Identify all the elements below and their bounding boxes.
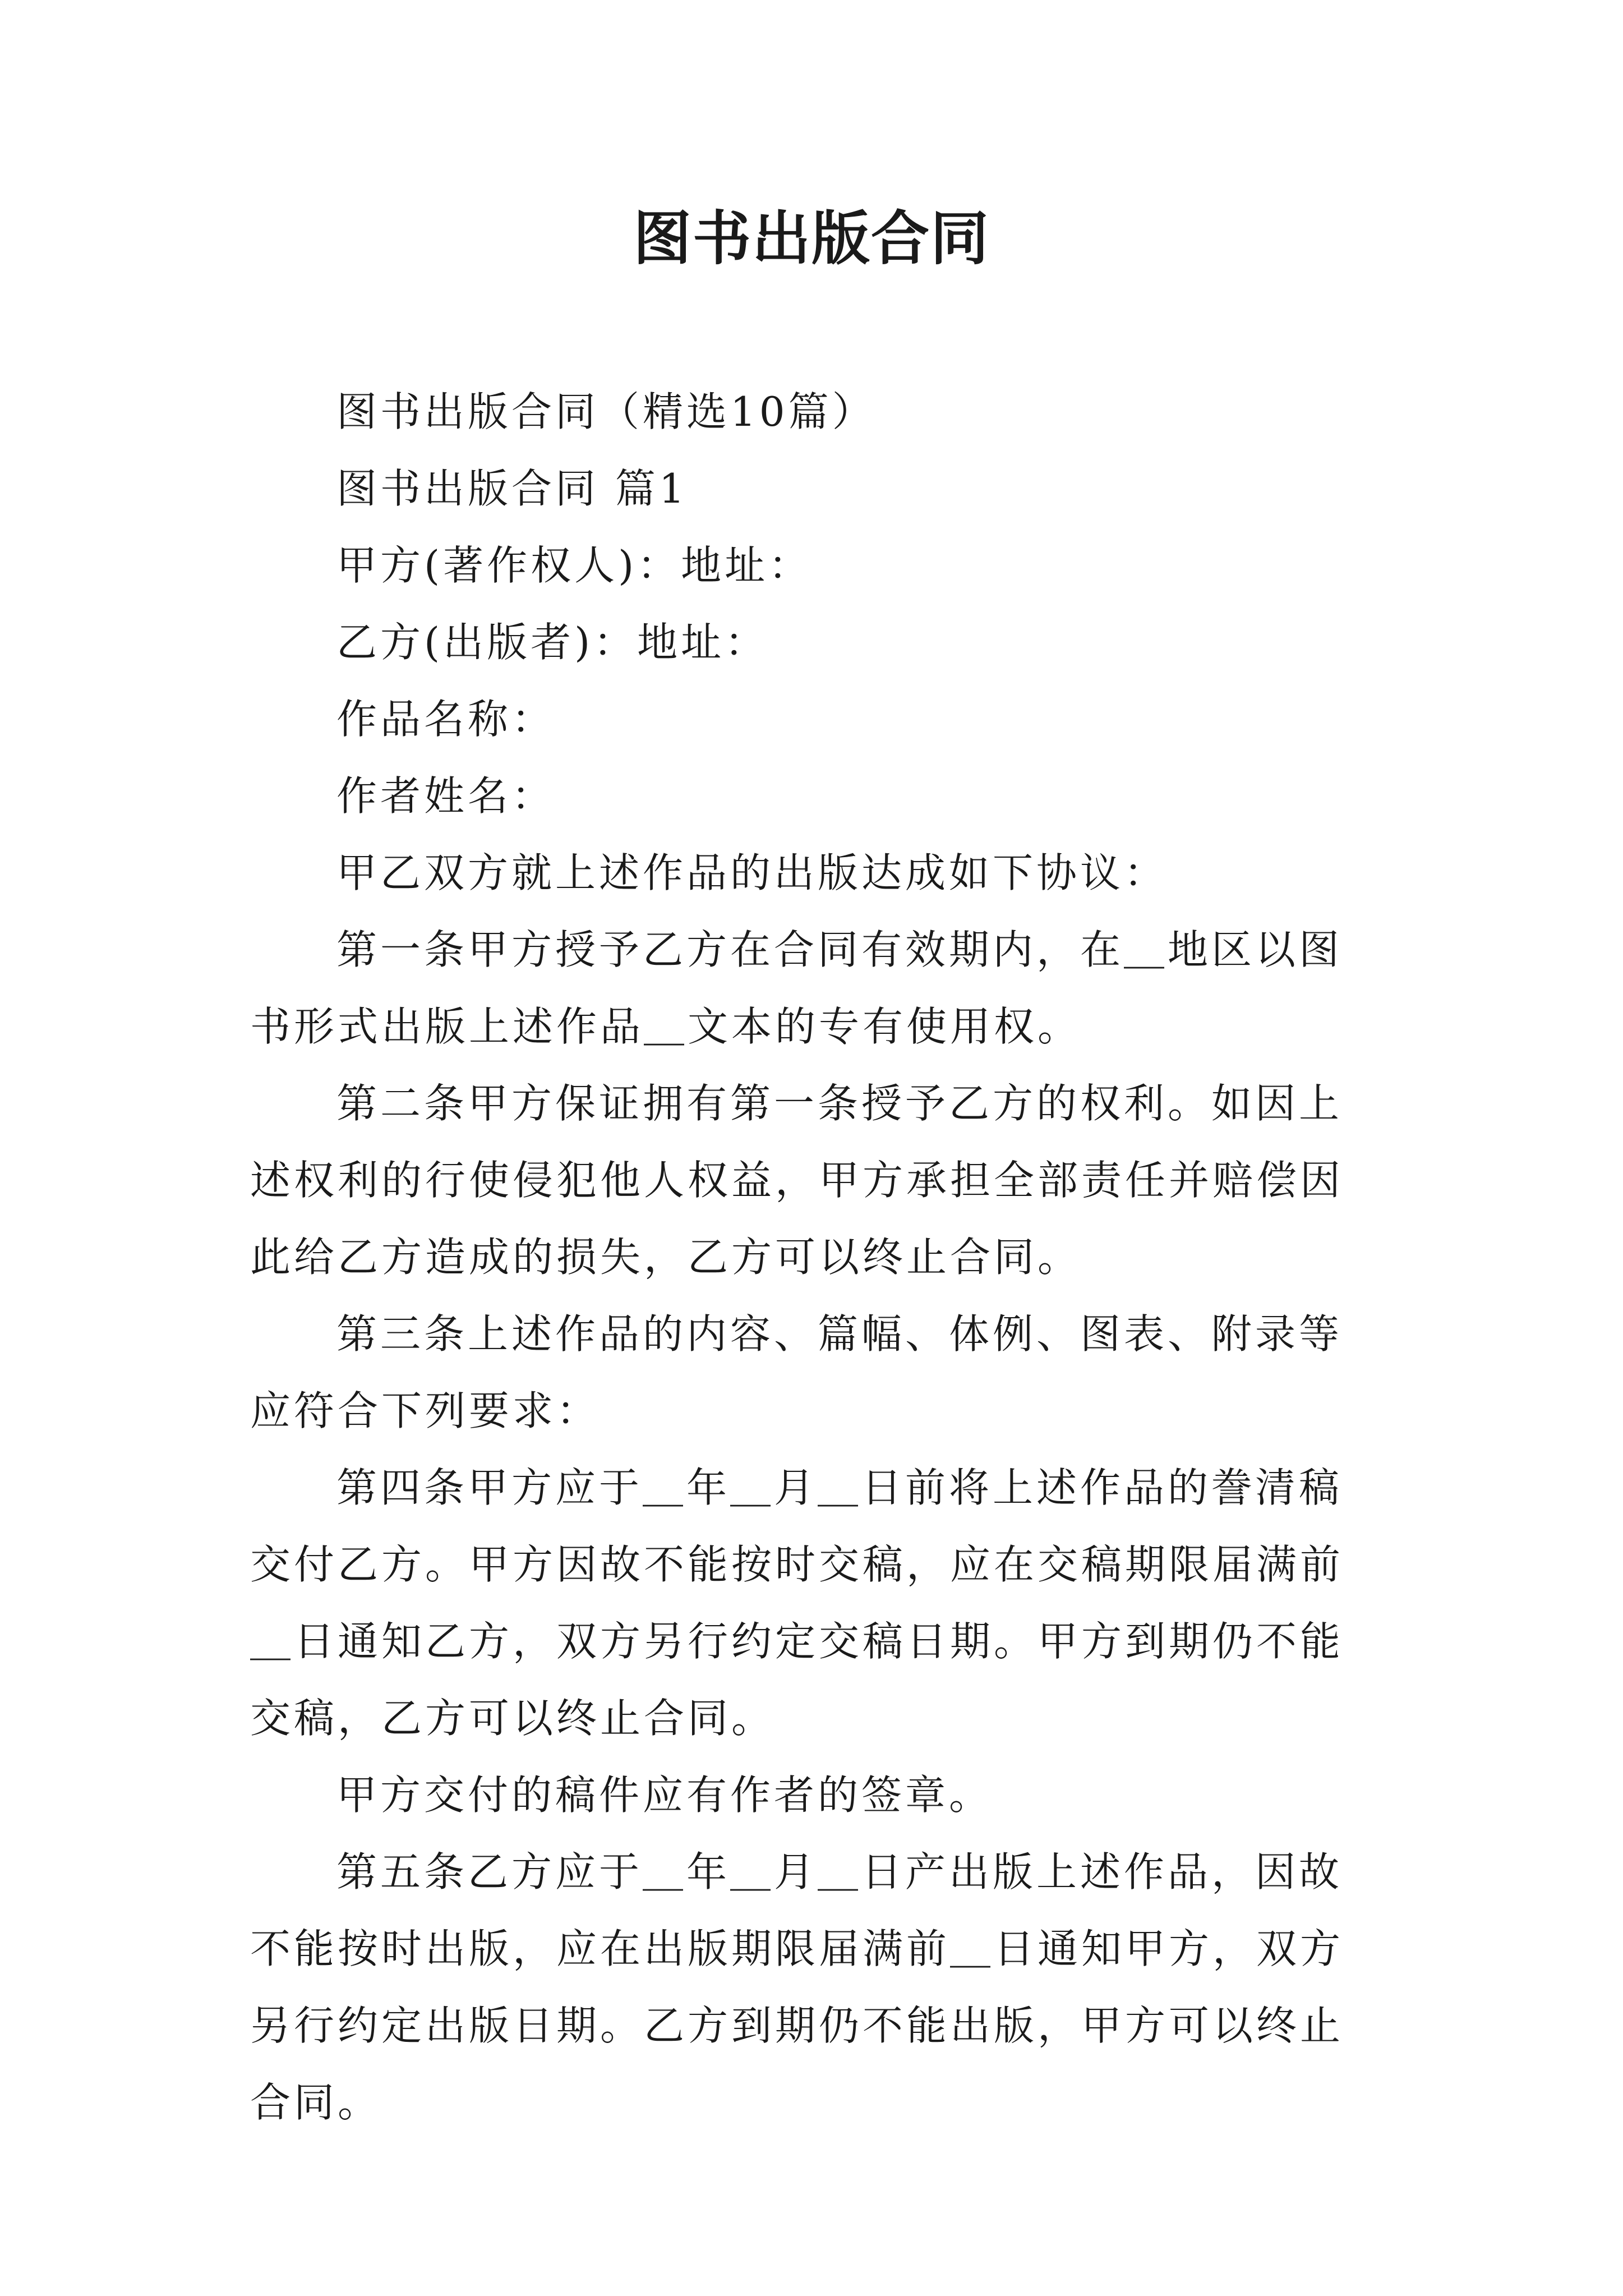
paragraph-article-1: 第一条甲方授予乙方在合同有效期内，在＿地区以图书形式出版上述作品＿文本的专有使用权。 xyxy=(250,926,1343,1050)
document-title: 图书出版合同 xyxy=(633,204,990,273)
paragraph-work-title: 作品名称： xyxy=(336,696,556,743)
paragraph-article-5: 第五条乙方应于＿年＿月＿日产出版上述作品，因故不能按时出版，应在出版期限届满前＿日通知甲方，双方另行约定出版日期。乙方到期仍不能出版，甲方可以终止合同。 xyxy=(250,1848,1344,2126)
paragraph-section-heading: 图书出版合同 篇1 xyxy=(336,465,688,512)
paragraph-agreement-intro: 甲乙双方就上述作品的出版达成如下协议： xyxy=(336,849,1168,896)
document-body xyxy=(250,374,1377,2141)
paragraph-signature-note: 甲方交付的稿件应有作者的签章。 xyxy=(336,1772,993,1819)
paragraph-author-name: 作者姓名： xyxy=(336,772,556,820)
paragraph-article-2: 第二条甲方保证拥有第一条授予乙方的权利。如因上述权利的行使侵犯他人权益，甲方承担全部责任并赔偿因此给乙方造成的损失，乙方可以终止合同。 xyxy=(250,1080,1344,1281)
paragraph-article-4: 第四条甲方应于＿年＿月＿日前将上述作品的誊清稿交付乙方。甲方因故不能按时交稿，应在交稿期限届满前＿日通知乙方，双方另行约定交稿日期。甲方到期仍不能交稿，乙方可以终止合同。 xyxy=(250,1464,1344,1742)
paragraph-subtitle: 图书出版合同（精选10篇） xyxy=(336,388,876,435)
paragraph-article-3: 第三条上述作品的内容、篇幅、体例、图表、附录等应符合下列要求： xyxy=(250,1310,1343,1434)
paragraph-party-b: 乙方(出版者)：地址： xyxy=(336,619,769,666)
paragraph-party-a: 甲方(著作权人)：地址： xyxy=(336,542,813,589)
